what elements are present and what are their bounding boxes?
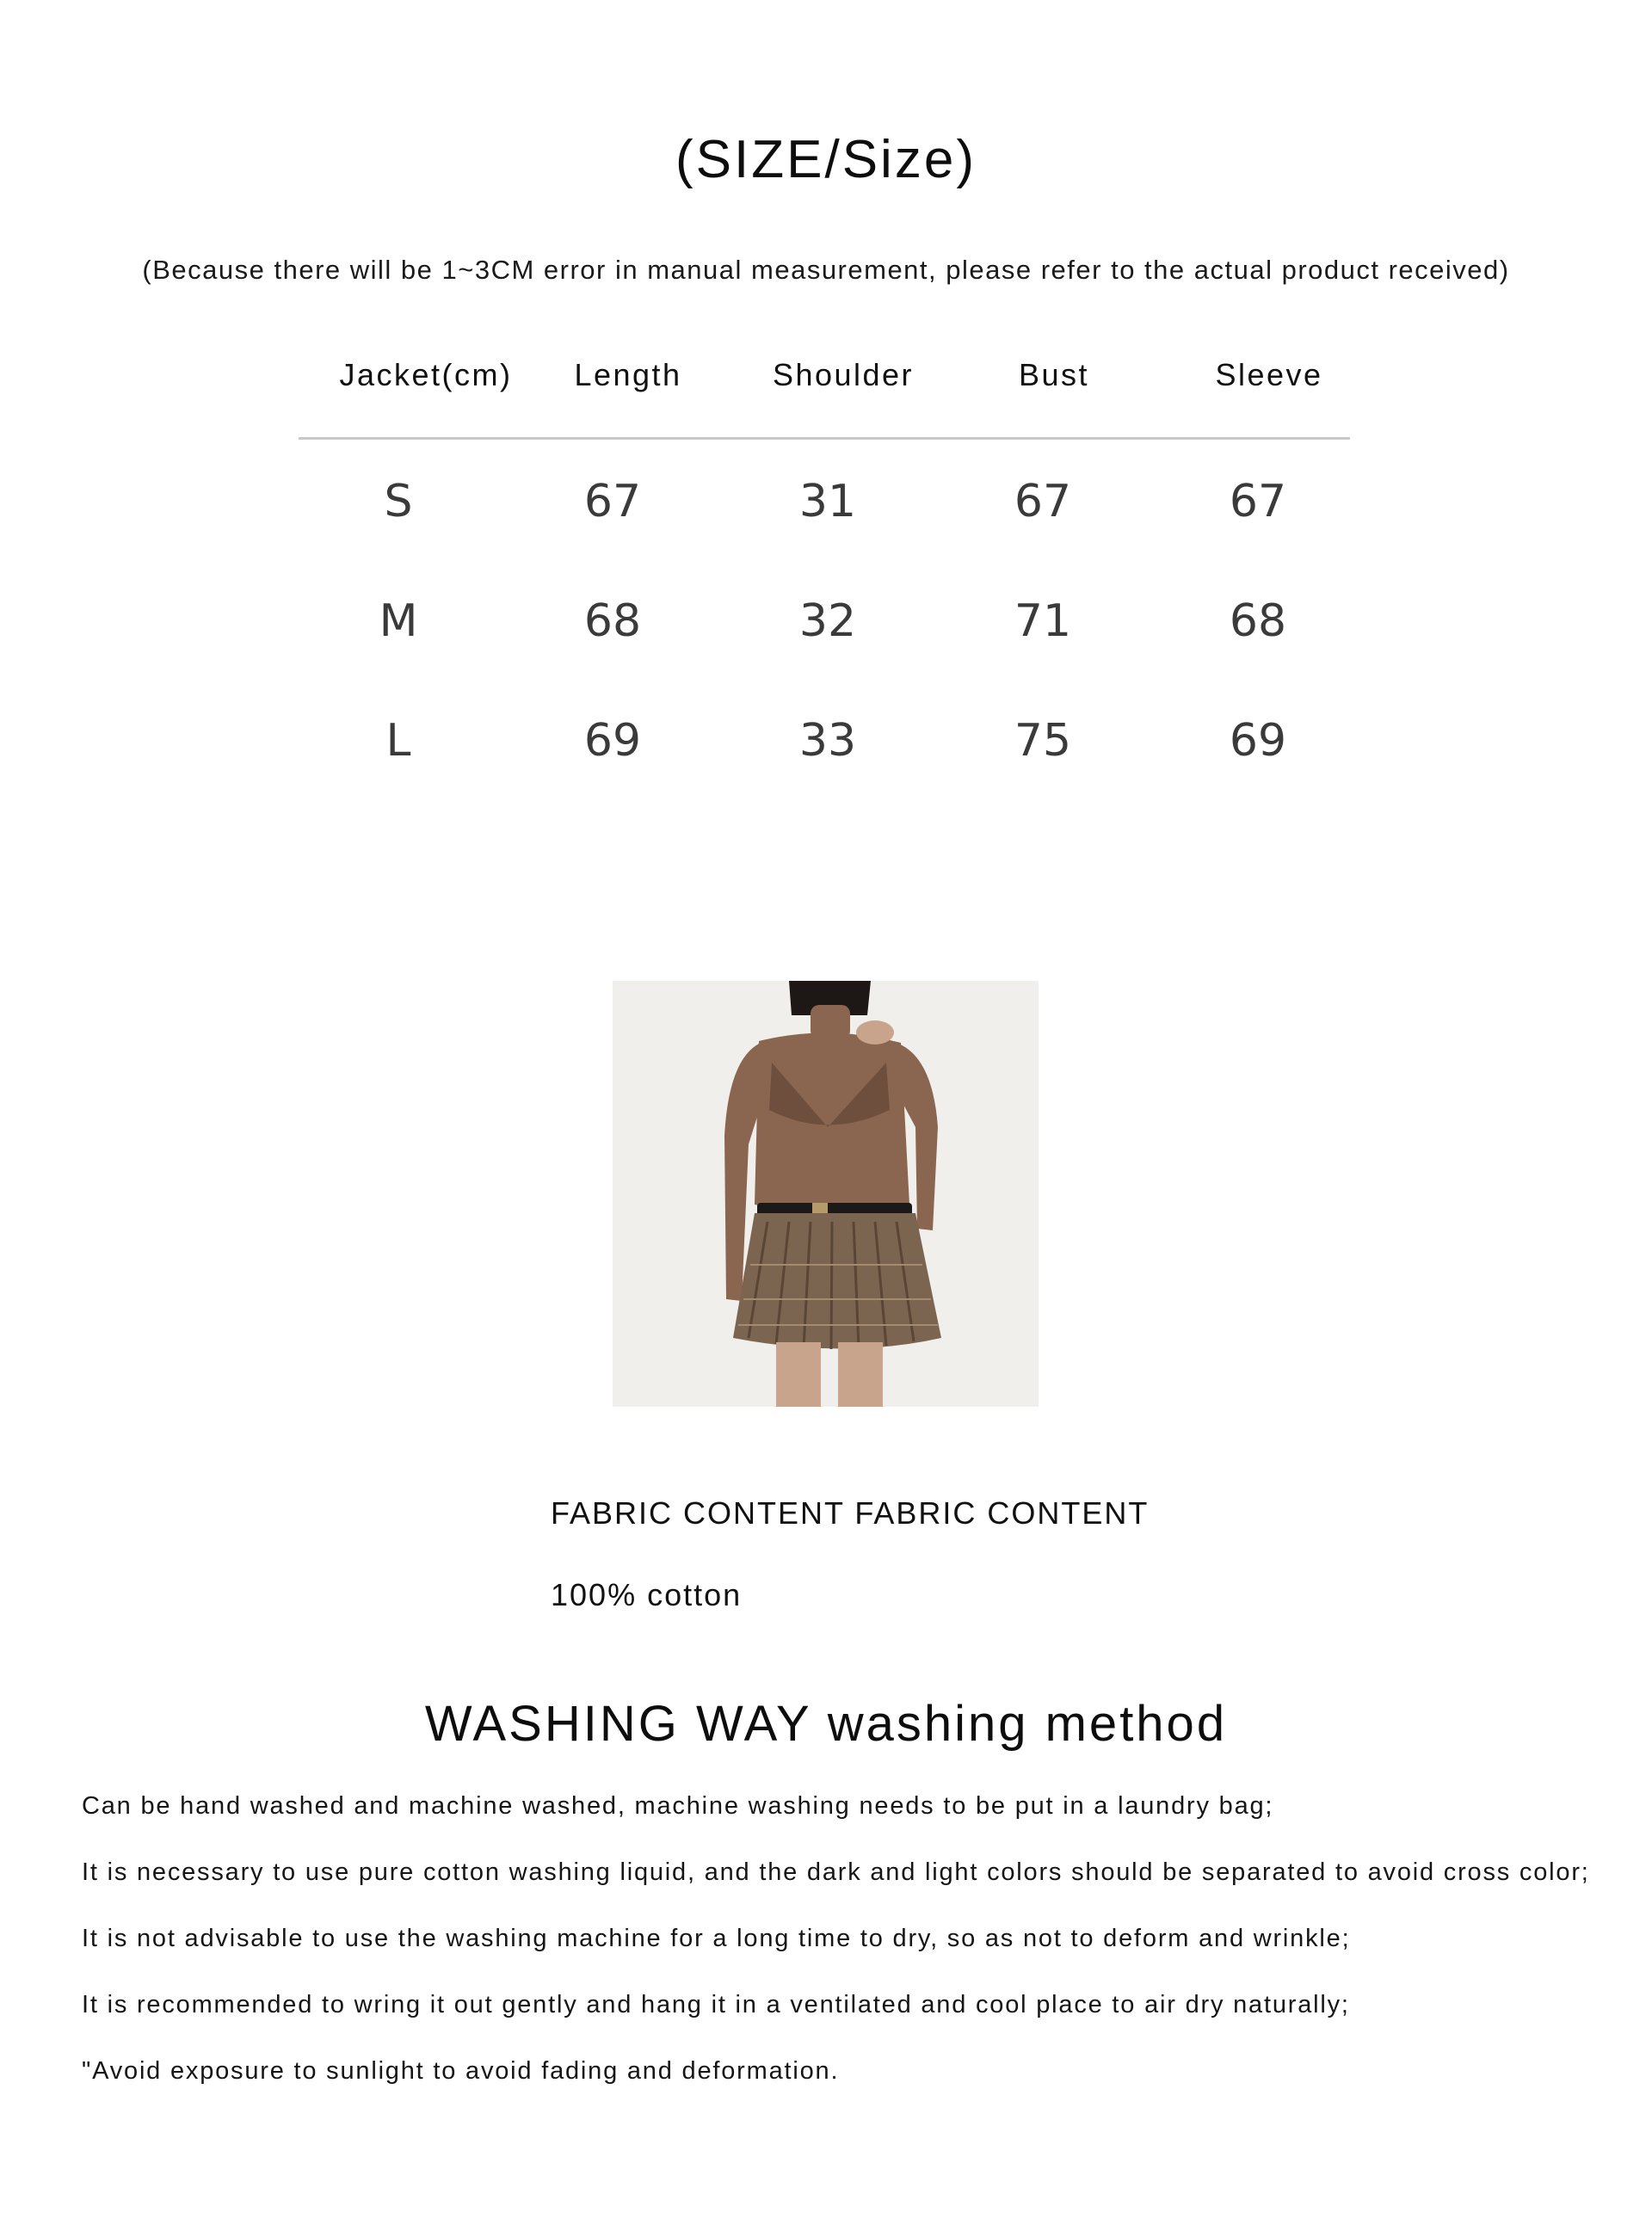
product-photo bbox=[613, 981, 1039, 1407]
cell-sleeve: 69 bbox=[1229, 715, 1287, 767]
cell-size: L bbox=[385, 715, 411, 767]
cell-bust: 75 bbox=[1014, 715, 1072, 767]
fabric-value: 100% cotton bbox=[551, 1577, 743, 1612]
washing-line: It is necessary to use pure cotton washing liquid, and the dark and light colors should be separated to avoid cross color; bbox=[82, 1858, 1590, 1886]
header-length: Length bbox=[574, 357, 682, 392]
table-divider bbox=[299, 437, 1350, 440]
size-title: (SIZE/Size) bbox=[675, 130, 977, 189]
cell-bust: 67 bbox=[1014, 476, 1072, 527]
cell-size: S bbox=[384, 476, 413, 527]
cell-sleeve: 67 bbox=[1229, 476, 1287, 527]
cell-sleeve: 68 bbox=[1229, 595, 1287, 647]
header-bust: Bust bbox=[1018, 357, 1090, 392]
cell-shoulder: 31 bbox=[798, 476, 857, 527]
header-jacket: Jacket(cm) bbox=[339, 357, 513, 392]
measurement-note: (Because there will be 1~3CM error in manual measurement, please refer to the actual product received) bbox=[142, 255, 1510, 285]
model-illustration bbox=[613, 981, 1039, 1407]
cell-length: 67 bbox=[583, 476, 642, 527]
cell-size: M bbox=[379, 595, 418, 647]
cell-length: 69 bbox=[583, 715, 642, 767]
washing-line: It is recommended to wring it out gently and hang it in a ventilated and cool place to air dry naturally; bbox=[82, 1991, 1350, 2018]
fabric-title: FABRIC CONTENT FABRIC CONTENT bbox=[551, 1495, 1150, 1531]
washing-title: WASHING WAY washing method bbox=[424, 1696, 1228, 1752]
cell-shoulder: 33 bbox=[798, 715, 857, 767]
cell-shoulder: 32 bbox=[798, 595, 857, 647]
header-sleeve: Sleeve bbox=[1215, 357, 1323, 392]
cell-bust: 71 bbox=[1014, 595, 1072, 647]
washing-line: Can be hand washed and machine washed, machine washing needs to be put in a laundry bag; bbox=[82, 1792, 1274, 1820]
washing-line: "Avoid exposure to sunlight to avoid fading and deformation. bbox=[82, 2057, 840, 2085]
header-shoulder: Shoulder bbox=[772, 357, 915, 392]
cell-length: 68 bbox=[583, 595, 642, 647]
washing-line: It is not advisable to use the washing machine for a long time to dry, so as not to deform and wrinkle; bbox=[82, 1925, 1351, 1952]
